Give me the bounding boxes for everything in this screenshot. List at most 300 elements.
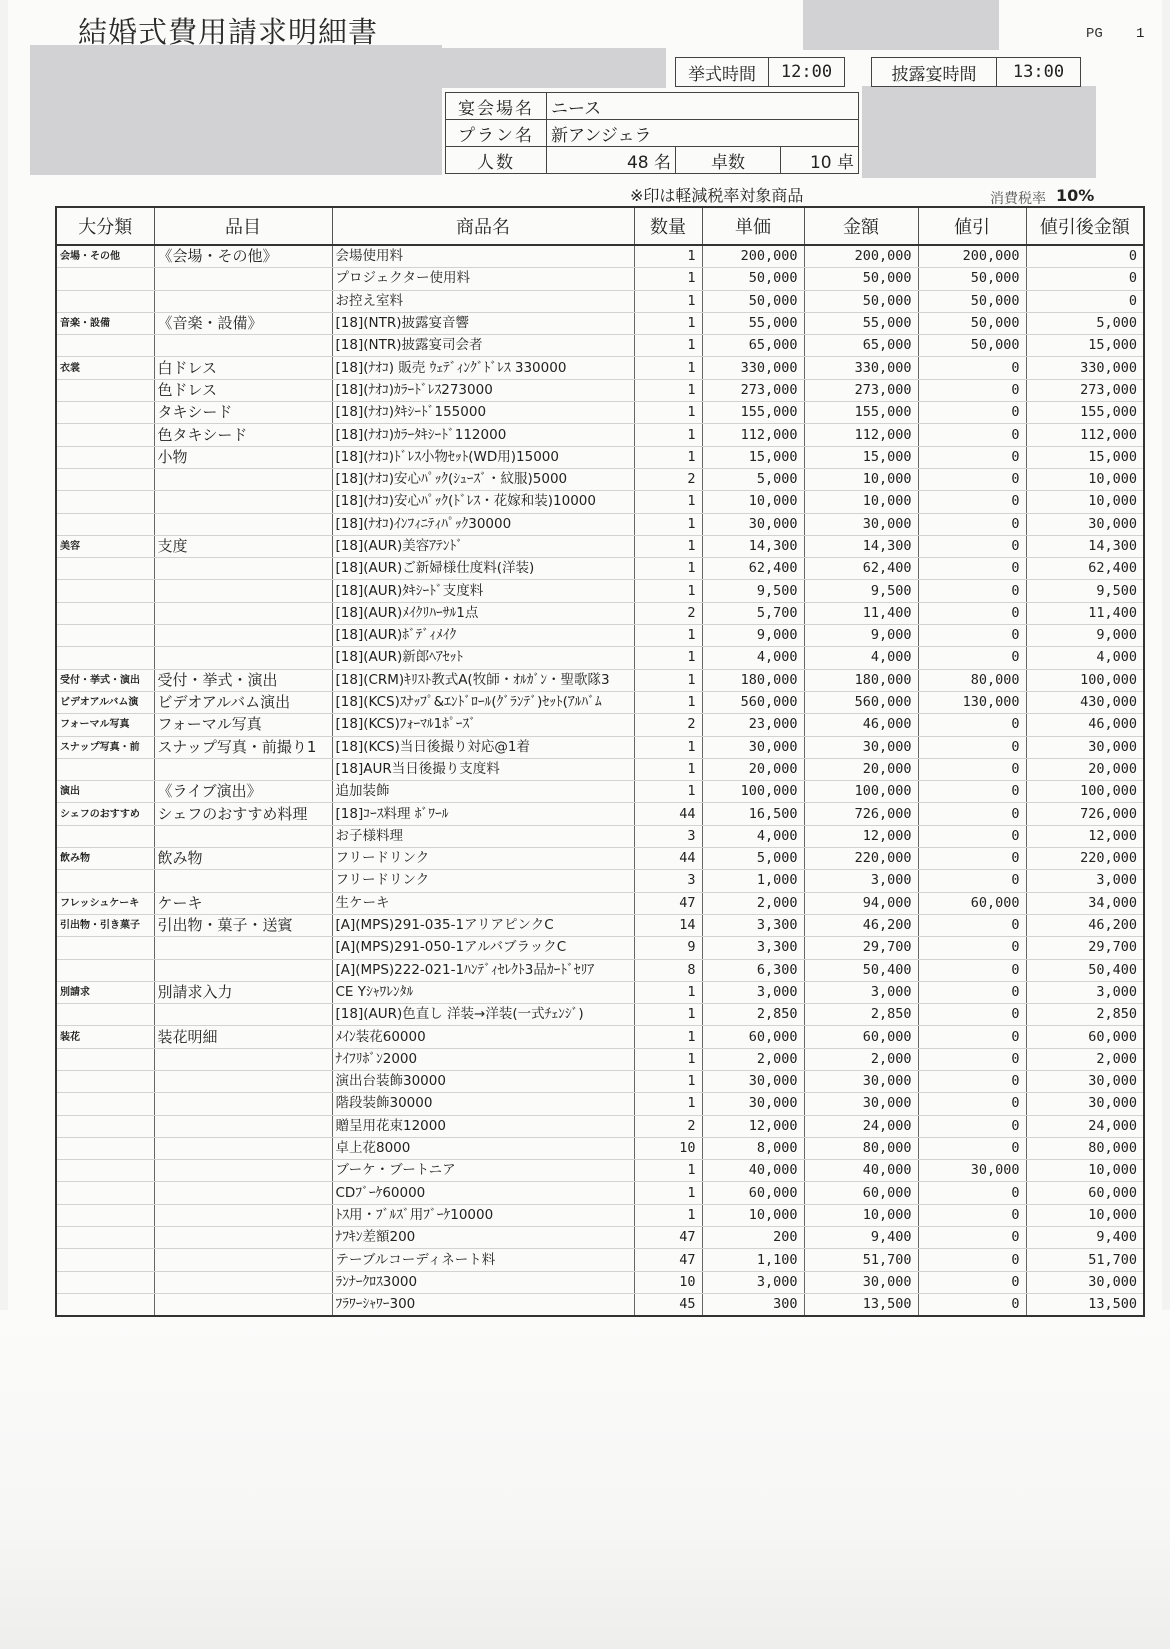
cell-net-amount: 14,300	[1026, 535, 1144, 557]
cell-category	[56, 1204, 154, 1226]
table-row	[56, 781, 1144, 803]
cell-unit-price: 112,000	[702, 424, 804, 446]
cell-item: 小物	[154, 446, 332, 468]
cell-net-amount: 2,850	[1026, 1004, 1144, 1026]
cell-product: プロジェクター使用料	[332, 268, 634, 290]
page-label: PG	[1086, 26, 1103, 42]
cell-product: ﾌﾗﾜｰｼｬﾜｰ300	[332, 1293, 634, 1316]
table-row	[56, 335, 1144, 357]
cell-amount: 62,400	[804, 558, 918, 580]
cell-item	[154, 1293, 332, 1316]
cell-unit-price: 55,000	[702, 312, 804, 334]
cell-product: [18](ﾅｵｺ)安心ﾊﾟｯｸ(ﾄﾞﾚｽ・花嫁和装)10000	[332, 491, 634, 513]
cell-item: 受付・挙式・演出	[154, 669, 332, 691]
cell-category	[56, 1004, 154, 1026]
cell-net-amount: 430,000	[1026, 691, 1144, 713]
cell-unit-price: 20,000	[702, 758, 804, 780]
cell-amount: 46,200	[804, 914, 918, 936]
cell-product: [18](AUR)美容ｱﾃﾝﾄﾞ	[332, 535, 634, 557]
cell-discount: 0	[918, 1293, 1026, 1316]
cell-unit-price: 9,000	[702, 625, 804, 647]
table-row	[56, 513, 1144, 535]
cell-unit-price: 9,500	[702, 580, 804, 602]
cell-unit-price: 273,000	[702, 379, 804, 401]
venue-info-table	[445, 92, 859, 174]
cell-category	[56, 602, 154, 624]
cell-category: 受付・挙式・演出	[56, 669, 154, 691]
cell-net-amount: 0	[1026, 268, 1144, 290]
cell-category	[56, 1093, 154, 1115]
cell-unit-price: 30,000	[702, 1093, 804, 1115]
cell-net-amount: 30,000	[1026, 513, 1144, 535]
cell-item: 《ライブ演出》	[154, 781, 332, 803]
cell-item: 《音楽・設備》	[154, 312, 332, 334]
cell-discount: 0	[918, 1249, 1026, 1271]
cell-amount: 51,700	[804, 1249, 918, 1271]
reception-time-label: 披露宴時間	[872, 58, 997, 86]
cell-item: 《会場・その他》	[154, 245, 332, 268]
cell-category	[56, 558, 154, 580]
table-row	[56, 647, 1144, 669]
cell-net-amount: 2,000	[1026, 1048, 1144, 1070]
cell-product: [18](ﾅｵｺ) 販売 ｳｪﾃﾞｨﾝｸﾞﾄﾞﾚｽ 330000	[332, 357, 634, 379]
cell-category	[56, 1115, 154, 1137]
cell-discount: 0	[918, 424, 1026, 446]
cell-net-amount: 46,000	[1026, 714, 1144, 736]
table-row	[56, 959, 1144, 981]
cell-category: スナップ写真・前	[56, 736, 154, 758]
cell-item	[154, 625, 332, 647]
ceremony-time-box	[675, 57, 845, 87]
cell-category: 演出	[56, 781, 154, 803]
cell-net-amount: 34,000	[1026, 892, 1144, 914]
cell-net-amount: 3,000	[1026, 870, 1144, 892]
cell-net-amount: 3,000	[1026, 981, 1144, 1003]
cell-qty: 1	[634, 1093, 702, 1115]
cell-item: ケーキ	[154, 892, 332, 914]
cell-category	[56, 1048, 154, 1070]
cell-item: 白ドレス	[154, 357, 332, 379]
cell-product: [18]ｺｰｽ料理 ﾎﾞﾜｰﾙ	[332, 803, 634, 825]
cell-discount: 0	[918, 870, 1026, 892]
table-row	[56, 1093, 1144, 1115]
cell-category	[56, 335, 154, 357]
cell-qty: 14	[634, 914, 702, 936]
cell-item	[154, 1115, 332, 1137]
cell-net-amount: 112,000	[1026, 424, 1144, 446]
cell-qty: 47	[634, 1249, 702, 1271]
cell-qty: 1	[634, 1048, 702, 1070]
cell-product: [18](AUR)ﾀｷｼｰﾄﾞ支度料	[332, 580, 634, 602]
cell-net-amount: 60,000	[1026, 1182, 1144, 1204]
cell-qty: 1	[634, 357, 702, 379]
cell-discount: 0	[918, 1204, 1026, 1226]
cell-discount: 0	[918, 1227, 1026, 1249]
cell-category: 引出物・引き菓子	[56, 914, 154, 936]
cell-unit-price: 5,000	[702, 468, 804, 490]
cell-discount: 0	[918, 1070, 1026, 1092]
cell-category	[56, 647, 154, 669]
cell-item	[154, 580, 332, 602]
cell-product: ﾒｲﾝ装花60000	[332, 1026, 634, 1048]
cell-qty: 1	[634, 402, 702, 424]
cell-net-amount: 30,000	[1026, 736, 1144, 758]
cell-amount: 12,000	[804, 825, 918, 847]
table-row	[56, 1293, 1144, 1316]
cell-amount: 30,000	[804, 513, 918, 535]
cell-product: [18](ﾅｵｺ)ｲﾝﾌｨﾆﾃｨﾊﾟｯｸ30000	[332, 513, 634, 535]
cell-product: CE Yｼｬﾜﾚﾝﾀﾙ	[332, 981, 634, 1003]
cell-net-amount: 13,500	[1026, 1293, 1144, 1316]
cell-unit-price: 4,000	[702, 825, 804, 847]
cell-product: 追加装飾	[332, 781, 634, 803]
cell-discount: 0	[918, 959, 1026, 981]
cell-discount: 0	[918, 1182, 1026, 1204]
cell-unit-price: 100,000	[702, 781, 804, 803]
table-row	[56, 1137, 1144, 1159]
plan-value: 新アンジェラ	[547, 120, 859, 147]
cell-discount: 0	[918, 848, 1026, 870]
document-title: 結婚式費用請求明細書	[78, 15, 379, 49]
cell-qty: 1	[634, 1204, 702, 1226]
cell-net-amount: 9,500	[1026, 580, 1144, 602]
guests-value: 48 名	[547, 147, 676, 174]
table-row	[56, 491, 1144, 513]
table-row	[56, 1204, 1144, 1226]
cell-qty: 1	[634, 1070, 702, 1092]
cell-net-amount: 10,000	[1026, 468, 1144, 490]
table-row	[56, 758, 1144, 780]
cell-unit-price: 330,000	[702, 357, 804, 379]
cell-item: 色タキシード	[154, 424, 332, 446]
cell-amount: 200,000	[804, 245, 918, 268]
cell-qty: 1	[634, 535, 702, 557]
table-row	[56, 803, 1144, 825]
reduced-tax-note: ※印は軽減税率対象商品	[630, 186, 804, 205]
cell-discount: 0	[918, 1048, 1026, 1070]
cell-unit-price: 15,000	[702, 446, 804, 468]
cell-amount: 30,000	[804, 736, 918, 758]
cell-qty: 1	[634, 1160, 702, 1182]
plan-label: プラン名	[446, 120, 547, 147]
cell-amount: 560,000	[804, 691, 918, 713]
cell-discount: 0	[918, 914, 1026, 936]
cell-amount: 726,000	[804, 803, 918, 825]
cell-net-amount: 330,000	[1026, 357, 1144, 379]
reception-time-value: 13:00	[1012, 62, 1065, 82]
table-row	[56, 424, 1144, 446]
cell-category	[56, 468, 154, 490]
cell-qty: 1	[634, 446, 702, 468]
cell-amount: 30,000	[804, 1070, 918, 1092]
cell-product: [18](KCS)ｽﾅｯﾌﾟ&ｴﾝﾄﾞﾛｰﾙ(ｸﾞﾗﾝﾃﾞ)ｾｯﾄ(ｱﾙﾊﾞﾑ	[332, 691, 634, 713]
cell-item	[154, 1004, 332, 1026]
cell-product: ブーケ・ブートニア	[332, 1160, 634, 1182]
cell-amount: 50,000	[804, 290, 918, 312]
redacted-block	[442, 48, 666, 88]
cell-category	[56, 1249, 154, 1271]
cell-unit-price: 65,000	[702, 335, 804, 357]
cell-unit-price: 3,300	[702, 937, 804, 959]
cell-product: [18](ﾅｵｺ)ﾀｷｼｰﾄﾞ155000	[332, 402, 634, 424]
cell-discount: 0	[918, 825, 1026, 847]
cell-item: シェフのおすすめ料理	[154, 803, 332, 825]
cell-unit-price: 62,400	[702, 558, 804, 580]
cell-unit-price: 30,000	[702, 513, 804, 535]
cell-amount: 46,000	[804, 714, 918, 736]
cell-qty: 2	[634, 602, 702, 624]
cell-net-amount: 100,000	[1026, 669, 1144, 691]
cell-amount: 2,850	[804, 1004, 918, 1026]
cell-product: [18](ﾅｵｺ)ｶﾗｰﾄﾞﾚｽ273000	[332, 379, 634, 401]
cell-category	[56, 937, 154, 959]
cell-discount: 0	[918, 558, 1026, 580]
cell-product: ﾗﾝﾅｰｸﾛｽ3000	[332, 1271, 634, 1293]
cell-amount: 80,000	[804, 1137, 918, 1159]
cell-product: ﾅﾌｷﾝ差額200	[332, 1227, 634, 1249]
table-row	[56, 379, 1144, 401]
cell-item: 引出物・菓子・送賓	[154, 914, 332, 936]
table-row	[56, 1070, 1144, 1092]
cell-item	[154, 1160, 332, 1182]
cell-unit-price: 2,000	[702, 1048, 804, 1070]
cell-net-amount: 0	[1026, 245, 1144, 268]
redacted-block	[862, 86, 1096, 178]
cell-discount: 0	[918, 1271, 1026, 1293]
col-header-category: 大分類	[56, 207, 154, 245]
cell-item	[154, 491, 332, 513]
cell-item	[154, 870, 332, 892]
cell-net-amount: 12,000	[1026, 825, 1144, 847]
cell-qty: 3	[634, 870, 702, 892]
cell-product: ﾄｽ用・ﾌﾞﾙｽﾞ用ﾌﾞｰｹ10000	[332, 1204, 634, 1226]
cell-item: 色ドレス	[154, 379, 332, 401]
cell-unit-price: 180,000	[702, 669, 804, 691]
cell-category: 衣裳	[56, 357, 154, 379]
cell-unit-price: 14,300	[702, 535, 804, 557]
cell-item	[154, 468, 332, 490]
cell-unit-price: 5,700	[702, 602, 804, 624]
table-row	[56, 357, 1144, 379]
cell-discount: 0	[918, 379, 1026, 401]
redacted-block	[30, 45, 442, 175]
cell-product: [18](KCS)当日後撮り対応@1着	[332, 736, 634, 758]
cell-amount: 180,000	[804, 669, 918, 691]
cell-item	[154, 268, 332, 290]
cell-discount: 0	[918, 535, 1026, 557]
cell-qty: 8	[634, 959, 702, 981]
cell-item: フォーマル写真	[154, 714, 332, 736]
cell-amount: 330,000	[804, 357, 918, 379]
cell-qty: 1	[634, 558, 702, 580]
cell-item	[154, 1137, 332, 1159]
cell-unit-price: 200,000	[702, 245, 804, 268]
cell-discount: 0	[918, 468, 1026, 490]
cell-qty: 1	[634, 312, 702, 334]
cell-amount: 94,000	[804, 892, 918, 914]
cell-amount: 15,000	[804, 446, 918, 468]
cell-discount: 0	[918, 981, 1026, 1003]
cell-unit-price: 1,000	[702, 870, 804, 892]
cell-product: [18](KCS)ﾌｫｰﾏﾙ1ﾎﾟｰｽﾞ	[332, 714, 634, 736]
col-header-product: 商品名	[332, 207, 634, 245]
col-header-discount: 値引	[918, 207, 1026, 245]
table-row	[56, 848, 1144, 870]
table-row	[56, 268, 1144, 290]
cell-discount: 0	[918, 513, 1026, 535]
cell-category	[56, 513, 154, 535]
cell-item	[154, 937, 332, 959]
cell-net-amount: 51,700	[1026, 1249, 1144, 1271]
cell-qty: 1	[634, 513, 702, 535]
cell-unit-price: 3,000	[702, 1271, 804, 1293]
cell-unit-price: 12,000	[702, 1115, 804, 1137]
cell-amount: 100,000	[804, 781, 918, 803]
cell-qty: 1	[634, 758, 702, 780]
cell-qty: 2	[634, 468, 702, 490]
cell-qty: 1	[634, 691, 702, 713]
table-row	[56, 446, 1144, 468]
cell-discount: 50,000	[918, 268, 1026, 290]
itemized-charges-table	[55, 206, 1145, 1317]
cell-qty: 3	[634, 825, 702, 847]
cell-qty: 1	[634, 580, 702, 602]
table-row	[56, 669, 1144, 691]
cell-category	[56, 1293, 154, 1316]
cell-discount: 0	[918, 580, 1026, 602]
cell-product: [18](ﾅｵｺ)ｶﾗｰﾀｷｼｰﾄﾞ112000	[332, 424, 634, 446]
cell-product: フリードリンク	[332, 848, 634, 870]
cell-discount: 0	[918, 1115, 1026, 1137]
cell-amount: 20,000	[804, 758, 918, 780]
cell-net-amount: 30,000	[1026, 1070, 1144, 1092]
cell-category	[56, 625, 154, 647]
venue-label: 宴会場名	[446, 93, 547, 120]
tables-label: 卓数	[676, 147, 781, 174]
venue-value: ニース	[547, 93, 859, 120]
cell-net-amount: 155,000	[1026, 402, 1144, 424]
cell-item	[154, 1070, 332, 1092]
cell-discount: 0	[918, 1004, 1026, 1026]
cell-amount: 60,000	[804, 1026, 918, 1048]
cell-unit-price: 300	[702, 1293, 804, 1316]
cell-net-amount: 15,000	[1026, 335, 1144, 357]
table-header-row	[56, 207, 1144, 245]
cell-unit-price: 16,500	[702, 803, 804, 825]
cell-product: ﾅｲﾌﾘﾎﾞﾝ2000	[332, 1048, 634, 1070]
cell-item	[154, 758, 332, 780]
cell-item	[154, 1048, 332, 1070]
table-row	[56, 602, 1144, 624]
cell-unit-price: 155,000	[702, 402, 804, 424]
cell-amount: 3,000	[804, 870, 918, 892]
cell-category	[56, 825, 154, 847]
cell-product: CDﾌﾞｰｹ60000	[332, 1182, 634, 1204]
cell-qty: 1	[634, 424, 702, 446]
cell-amount: 30,000	[804, 1271, 918, 1293]
cell-qty: 44	[634, 803, 702, 825]
cell-category	[56, 290, 154, 312]
cell-unit-price: 40,000	[702, 1160, 804, 1182]
table-row	[56, 937, 1144, 959]
cell-qty: 1	[634, 491, 702, 513]
cell-amount: 14,300	[804, 535, 918, 557]
cell-item: タキシード	[154, 402, 332, 424]
cell-discount: 0	[918, 937, 1026, 959]
cell-amount: 40,000	[804, 1160, 918, 1182]
cell-qty: 1	[634, 981, 702, 1003]
cell-net-amount: 273,000	[1026, 379, 1144, 401]
cell-amount: 3,000	[804, 981, 918, 1003]
cell-unit-price: 50,000	[702, 290, 804, 312]
cell-amount: 9,500	[804, 580, 918, 602]
table-body	[56, 245, 1144, 1316]
cell-unit-price: 23,000	[702, 714, 804, 736]
cell-item	[154, 558, 332, 580]
cell-qty: 45	[634, 1293, 702, 1316]
cell-qty: 1	[634, 781, 702, 803]
cell-product: [18](AUR)色直し 洋装→洋装(一式ﾁｪﾝｼﾞ)	[332, 1004, 634, 1026]
table-row	[56, 558, 1144, 580]
col-header-net-amount: 値引後金額	[1026, 207, 1144, 245]
cell-unit-price: 6,300	[702, 959, 804, 981]
cell-category: フォーマル写真	[56, 714, 154, 736]
cell-unit-price: 10,000	[702, 1204, 804, 1226]
cell-amount: 9,400	[804, 1227, 918, 1249]
cell-product: 卓上花8000	[332, 1137, 634, 1159]
cell-amount: 155,000	[804, 402, 918, 424]
cell-product: [18](NTR)披露宴音響	[332, 312, 634, 334]
cell-qty: 9	[634, 937, 702, 959]
cell-amount: 60,000	[804, 1182, 918, 1204]
cell-discount: 0	[918, 647, 1026, 669]
cell-net-amount: 50,400	[1026, 959, 1144, 981]
cell-discount: 50,000	[918, 290, 1026, 312]
table-row	[56, 625, 1144, 647]
cell-qty: 1	[634, 1026, 702, 1048]
cell-category	[56, 1271, 154, 1293]
cell-unit-price: 30,000	[702, 1070, 804, 1092]
cell-product: [18](AUR)ﾎﾞﾃﾞｨﾒｲｸ	[332, 625, 634, 647]
table-row	[56, 580, 1144, 602]
cell-qty: 1	[634, 1004, 702, 1026]
cell-discount: 60,000	[918, 892, 1026, 914]
cell-product: 生ケーキ	[332, 892, 634, 914]
cell-discount: 80,000	[918, 669, 1026, 691]
cell-qty: 47	[634, 892, 702, 914]
cell-discount: 30,000	[918, 1160, 1026, 1182]
cell-category: 会場・その他	[56, 245, 154, 268]
cell-category: フレッシュケーキ	[56, 892, 154, 914]
cell-amount: 2,000	[804, 1048, 918, 1070]
redacted-block	[803, 0, 999, 50]
cell-product: お控え室料	[332, 290, 634, 312]
cell-product: お子様料理	[332, 825, 634, 847]
cell-amount: 50,400	[804, 959, 918, 981]
cell-discount: 0	[918, 625, 1026, 647]
cell-item: スナップ写真・前撮り1	[154, 736, 332, 758]
cell-category	[56, 1160, 154, 1182]
cell-category: ビデオアルバム演	[56, 691, 154, 713]
cell-qty: 1	[634, 1182, 702, 1204]
table-row	[56, 1227, 1144, 1249]
table-row	[56, 870, 1144, 892]
cell-category	[56, 268, 154, 290]
tax-rate-label: 消費税率	[990, 191, 1046, 207]
cell-unit-price: 560,000	[702, 691, 804, 713]
cell-qty: 10	[634, 1271, 702, 1293]
cell-item	[154, 1204, 332, 1226]
